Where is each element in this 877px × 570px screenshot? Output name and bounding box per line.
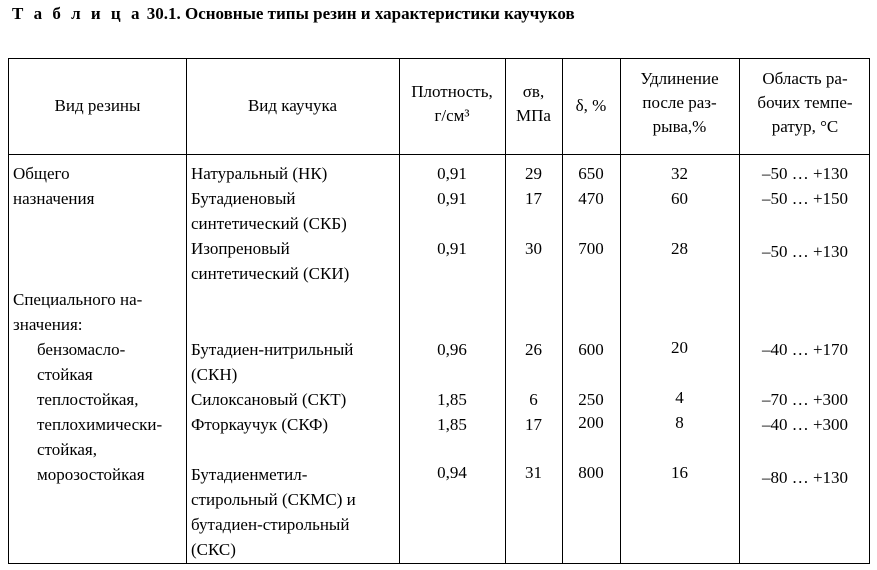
row-5-density: 1,85 [437,415,467,434]
kind-line: синтетический (СКИ) [191,264,350,283]
row-1-delta: 470 [578,189,604,208]
header-elongation-line: после раз- [642,93,717,112]
row-3-kind [191,337,353,387]
row-5-temperature: –40 … +300 [761,415,849,434]
row-0-elongation: 32 [671,164,688,183]
header-elongation-line: рыва,% [652,117,707,136]
group-subtype-line: теплостойкая, [37,390,139,409]
header-temperature-line: бочих темпе- [757,93,853,112]
kind-line: (СКН) [191,365,238,384]
row-0-temperature: –50 … +130 [761,164,849,183]
group-subtype-line: морозостойкая [37,465,145,484]
row-4-density: 1,85 [437,390,467,409]
kind-line: Бутадиен-нитрильный [191,340,354,359]
row-6-temperature: –80 … +130 [761,468,849,487]
row-5-elongation: 8 [675,413,684,432]
group-special [13,287,142,337]
group-special-subtypes [37,337,162,487]
column-divider [505,59,506,563]
row-2-delta: 700 [578,239,604,258]
row-2-kind [191,236,349,286]
row-1-elongation: 60 [671,189,688,208]
group-general-line: назначения [13,189,95,208]
header-density-line: Плотность, [411,82,493,101]
group-subtype-line: стойкая [37,365,93,384]
caption-title: Основные типы резин и характеристики каучуков [184,4,575,23]
row-0-density: 0,91 [437,164,467,183]
column-divider [186,59,187,563]
kind-line: Бутадиеновый [191,189,296,208]
header-sigma-line: σв, [522,82,545,101]
group-special-line: Специального на- [13,290,143,309]
row-1-temperature: –50 … +150 [761,189,849,208]
row-3-delta: 600 [578,340,604,359]
header-elongation [620,67,739,139]
group-general-line: Общего [13,164,70,183]
data-table [8,58,870,564]
row-1-sigma: 17 [525,189,542,208]
caption-number: 30.1. [146,4,181,23]
row-6-elongation: 16 [671,463,688,482]
row-4-temperature: –70 … +300 [761,390,849,409]
row-2-sigma: 30 [525,239,542,258]
row-4-delta: 250 [578,390,604,409]
kind-line: Изопреновый [191,239,290,258]
header-sigma [505,80,562,128]
kind-line: бутадиен-стирольный [191,515,350,534]
row-5-sigma: 17 [525,415,542,434]
header-elongation-line: Удлинение [640,69,719,88]
column-divider [399,59,400,563]
header-rubber-kind: Вид каучука [247,96,338,115]
row-6-sigma: 31 [525,463,542,482]
row-1-density: 0,91 [437,189,467,208]
kind-line: (СКС) [191,540,236,559]
header-temperature-line: Область ра- [762,69,848,88]
row-4-elongation: 4 [675,388,684,407]
kind-line: Силоксановый (СКТ) [191,390,347,409]
row-0-kind [191,161,327,186]
row-2-temperature: –50 … +130 [761,242,849,261]
group-subtype-line: стойкая, [37,440,97,459]
header-divider [9,154,869,155]
row-2-density: 0,91 [437,239,467,258]
kind-line: Фторкаучук (СКФ) [191,415,329,434]
header-density-line: г/см³ [434,106,470,125]
kind-line: стирольный (СКМС) и [191,490,356,509]
header-rubber-type: Вид резины [54,96,141,115]
row-0-delta: 650 [578,164,604,183]
row-3-elongation: 20 [671,338,688,357]
row-4-sigma: 6 [529,390,538,409]
header-delta: δ, % [575,96,607,115]
group-subtype-line: теплохимически- [37,415,163,434]
kind-line: Натуральный (НК) [191,164,328,183]
row-2-elongation: 28 [671,239,688,258]
row-6-kind [191,462,356,562]
group-general [13,161,94,211]
table-caption [12,4,575,24]
row-4-kind [191,387,346,412]
group-special-line: значения: [13,315,83,334]
row-6-density: 0,94 [437,463,467,482]
caption-label: Т а б л и ц а [12,4,143,23]
row-3-sigma: 26 [525,340,542,359]
kind-line: синтетический (СКБ) [191,214,347,233]
header-temperature [739,67,871,139]
row-5-delta: 200 [578,413,604,432]
row-0-sigma: 29 [525,164,542,183]
header-temperature-line: ратур, °С [771,117,839,136]
row-3-temperature: –40 … +170 [761,340,849,359]
row-1-kind [191,186,347,236]
header-sigma-line: МПа [516,106,551,125]
column-divider [562,59,563,563]
row-3-density: 0,96 [437,340,467,359]
header-density [399,80,505,128]
row-5-kind [191,412,328,437]
kind-line: Бутадиенметил- [191,465,308,484]
group-subtype-line: бензомасло- [37,340,126,359]
row-6-delta: 800 [578,463,604,482]
